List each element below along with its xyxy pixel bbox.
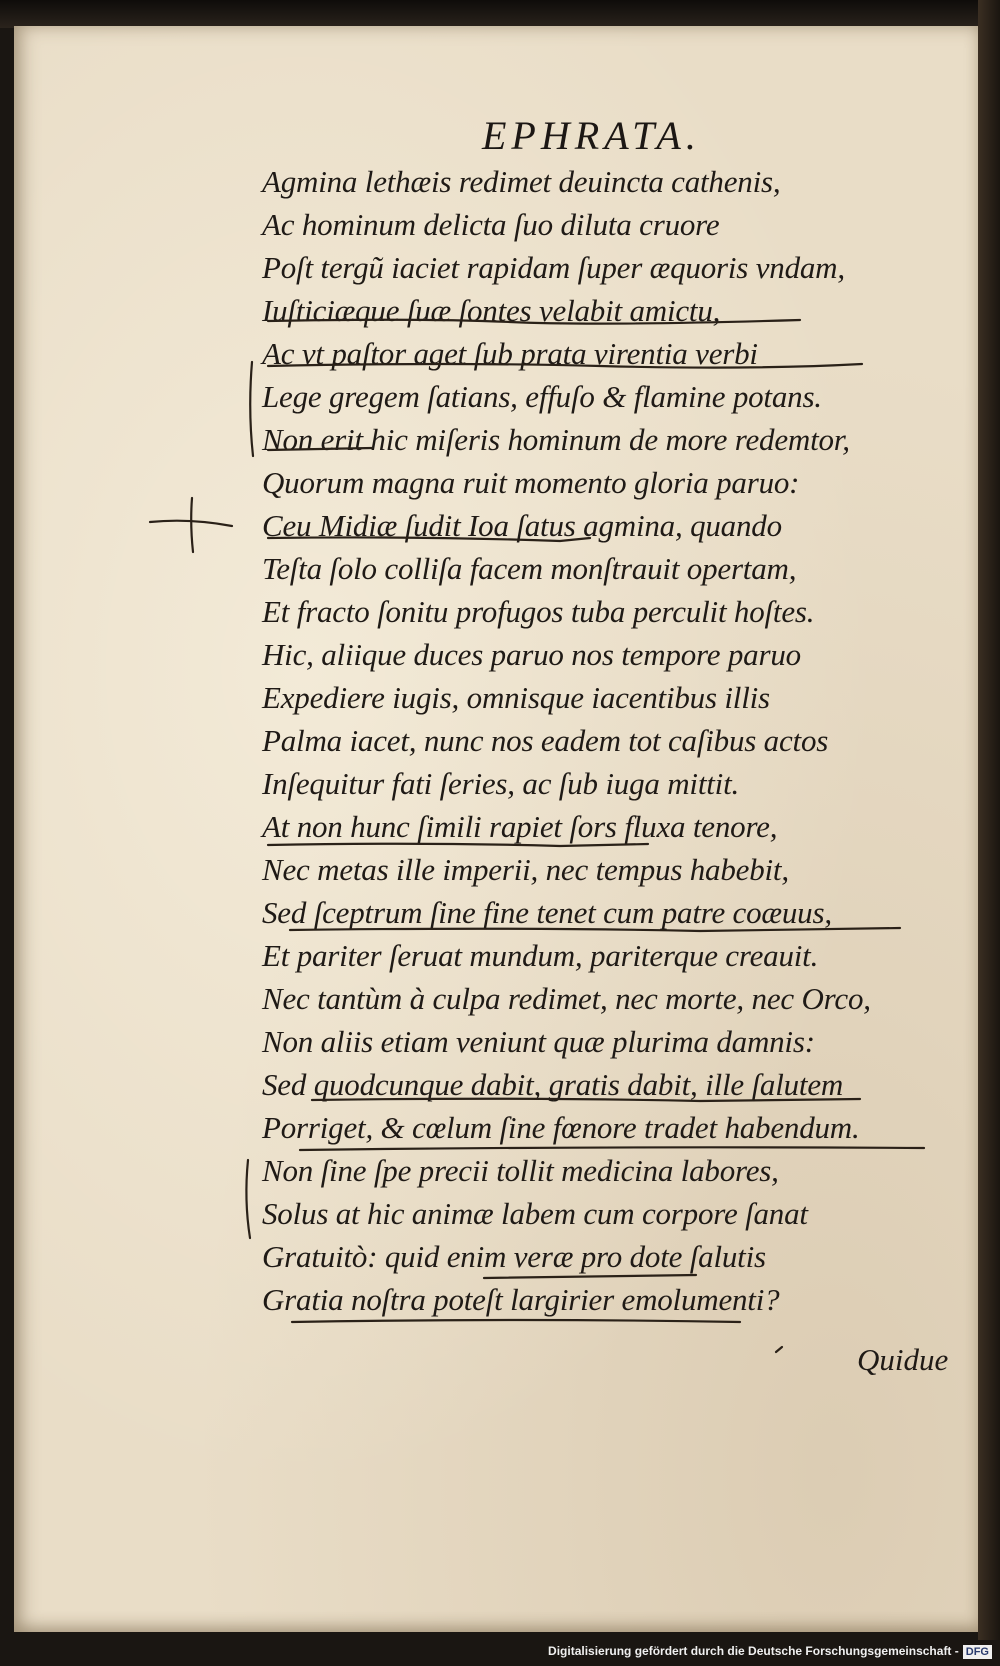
verse-line: Expediere iugis, omnisque iacentibus illis xyxy=(262,680,770,715)
verse-line: Porriget, & cœlum ſine fœnore tradet habendum. xyxy=(262,1110,860,1145)
verse-line: Iuſticiæque ſuæ ſontes velabit amictu, xyxy=(262,293,721,328)
book-right-edge xyxy=(978,0,1000,1640)
verse-line: Non ſine ſpe precii tollit medicina labores, xyxy=(262,1153,779,1188)
verse-line: Ceu Midiæ ſudit Ioa ſatus agmina, quando xyxy=(262,508,782,543)
verse-line: Sed quodcunque dabit, gratis dabit, ille ſalutem xyxy=(262,1067,844,1102)
verse-line: At non hunc ſimili rapiet ſors fluxa tenore, xyxy=(262,809,778,844)
verse-text xyxy=(262,160,871,1321)
verse-line: Ac vt paſtor aget ſub prata virentia verbi xyxy=(262,336,758,371)
credit-text: Digitalisierung gefördert durch die Deutsche Forschungsgemeinschaft - xyxy=(548,1644,959,1658)
verse-line: Gratia noſtra poteſt largirier emolumenti? xyxy=(262,1282,780,1317)
verse-line: Hic, aliique duces paruo nos tempore paruo xyxy=(262,637,801,672)
verse-line: Ac hominum delicta ſuo diluta cruore xyxy=(262,207,720,242)
digitization-credit xyxy=(548,1640,992,1662)
verse-line: Gratuitò: quid enim veræ pro dote ſalutis xyxy=(262,1239,766,1274)
verse-line: Et fracto ſonitu profugos tuba perculit hoſtes. xyxy=(262,594,815,629)
verse-line: Agmina lethæis redimet deuincta cathenis, xyxy=(262,164,781,199)
verse-line: Teſta ſolo colliſa facem monſtrauit opertam, xyxy=(262,551,797,586)
verse-line: Nec tantùm à culpa redimet, nec morte, nec Orco, xyxy=(262,981,871,1016)
verse-line: Et pariter ſeruat mundum, pariterque creauit. xyxy=(262,938,819,973)
dfg-logo: DFG xyxy=(963,1645,992,1659)
verse-line: Inſequitur fati ſeries, ac ſub iuga mittit. xyxy=(262,766,740,801)
verse-line: Quorum magna ruit momento gloria paruo: xyxy=(262,465,800,500)
book-top-edge xyxy=(0,0,1000,28)
catchword: Quidue xyxy=(857,1342,949,1377)
verse-line: Sed ſceptrum ſine fine tenet cum patre coæuus, xyxy=(262,895,832,930)
verse-line: Non aliis etiam veniunt quæ plurima damnis: xyxy=(262,1024,815,1059)
verse-line: Poſt tergũ iaciet rapidam ſuper æquoris vndam, xyxy=(262,250,845,285)
verse-line: Lege gregem ſatians, effuſo & flamine potans. xyxy=(262,379,822,414)
verse-line: Palma iacet, nunc nos eadem tot caſibus actos xyxy=(262,723,829,758)
verse-line: Nec metas ille imperii, nec tempus habebit, xyxy=(262,852,789,887)
verse-line: Solus at hic animæ labem cum corpore ſanat xyxy=(262,1196,808,1231)
verse-line: Non erit hic miſeris hominum de more redemtor, xyxy=(262,422,850,457)
running-header: EPHRATA. xyxy=(482,113,701,158)
